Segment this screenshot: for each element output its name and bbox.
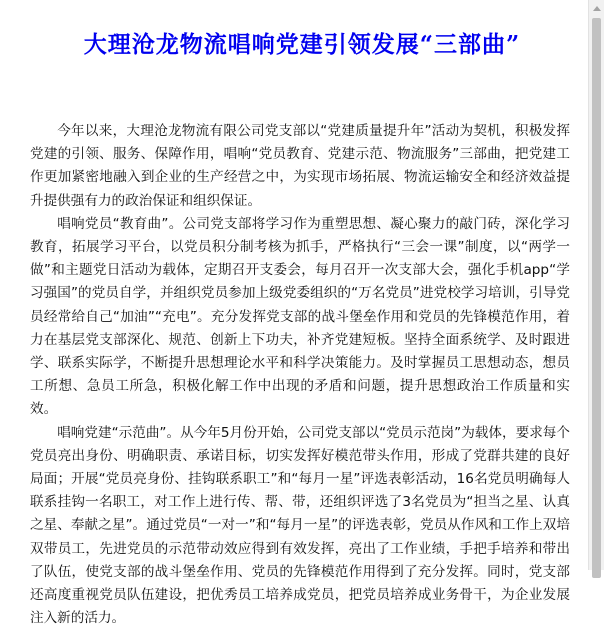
vertical-scrollbar[interactable]	[588, 0, 604, 570]
article-paragraph: 唱响党建“示范曲”。从今年5月份开始，公司党支部以“党员示范岗”为载体，要求每个党员亮出身份、明确职责、承诺目标，切实发挥好模范带头作用，形成了党群共建的良好局面；开展“党员亮身份、挂钩联系职工”和“每月一星”评选表彰活动，16名党员明确每人联系挂钩一名职工，对工作上进行传、帮、带，还组织评选了3名党员为“担当之星、认真之星、奉献之星”。通过党员“一对一”和“每月一星”的评选表彰，党员从作风和工作上双培双带员工，先进党员的示范带动效应得到有效发挥，亮出了工作业绩，手把手培养和带出了队伍，使党支部的战斗堡垒作用、党员的先锋模范作用得到了充分发挥。同时，党支部还高度重视党员队伍建设，把优秀员工培养成党员，把党员培养成业务骨干，为企业发展注入新的活力。	[30, 424, 570, 627]
scrollbar-thumb[interactable]	[592, 18, 601, 578]
article-paragraph: 今年以来，大理沧龙物流有限公司党支部以“党建质量提升年”活动为契机，积极发挥党建的引领、服务、保障作用，唱响“党员教育、党建示范、物流服务”三部曲，把党建工作更加紧密地融入到企业的生产经营之中，为实现市场拓展、物流运输安全和经济效益提升提供强有力的政治保证和组织保证。	[30, 123, 570, 209]
article-body	[30, 120, 570, 630]
article-paragraph: 唱响党员“教育曲”。公司党支部将学习作为重塑思想、凝心聚力的敲门砖，深化学习教育，拓展学习平台，以党员积分制考核为抓手，严格执行“三会一课”制度，以“两学一做”和主题党日活动为载体，定期召开支委会，每月召开一次支部大会，强化手机app“学习强国”的党员自学，并组织党员参加上级党委组织的“万名党员”进党校学习培训，引导党员经常给自己“加油”“充电”。充分发挥党支部的战斗堡垒作用和党员的先锋模范作用，着力在基层党支部深化、规范、创新上下功夫，补齐党建短板。坚持全面系统学、及时跟进学、联系实际学，不断提升思想理论水平和科学决策能力。及时掌握员工思想动态，想员工所想、急员工所急，积极化解工作中出现的矛盾和问题，提升思想政治工作质量和实效。	[30, 215, 570, 418]
scroll-up-arrow-icon[interactable]	[589, 0, 605, 16]
article-title: 大理沧龙物流唱响党建引领发展“三部曲”	[83, 31, 521, 58]
